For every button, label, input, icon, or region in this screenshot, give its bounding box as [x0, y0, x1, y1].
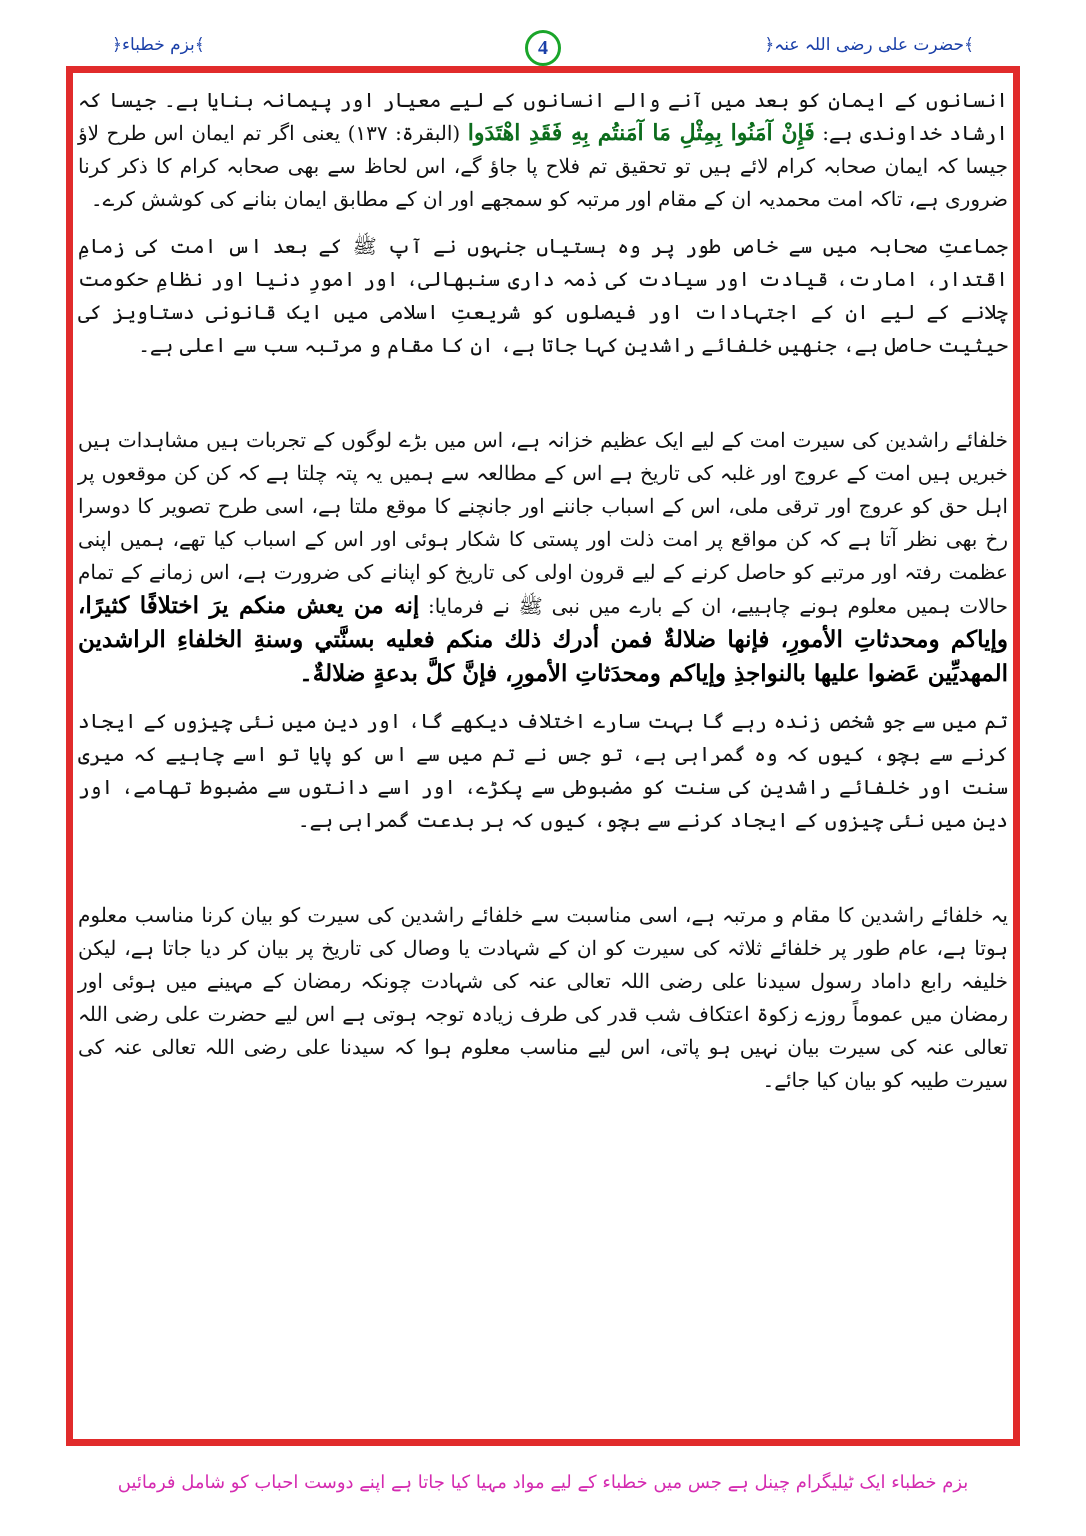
paragraph-3 — [78, 424, 1008, 691]
footer-note: بزم خطباء ایک ٹیلیگرام چینل ہے جس میں خطباء کے لیے مواد مہیا کیا جاتا ہے اپنے دوست احباب کو شامل فرمائیں — [117, 1472, 969, 1493]
hadith-text: إنه من يعش منكم يرَ اختلافًا كثيرًا، وإياكم ومحدثاتِ الأمورِ، فإنها ضلالةٌ فمن أدرك ذلك منكم فعليه بسنَّتي وسنةِ الخلفاءِ الراشدين المهديِّين عَضوا عليها بالنواجذِ وإياكم ومحدَثاتِ الأمورِ، فإنَّ كلَّ بدعةٍ ضلالةٌ۔ — [78, 592, 1008, 687]
page-number: 4 — [525, 30, 561, 66]
article-body — [78, 84, 1008, 1097]
header-title-left: ﴿بزم خطباء﴾ — [112, 35, 205, 55]
paragraph-3-text: خلفائے راشدین کی سیرت امت کے لیے ایک عظیم خزانہ ہے، اس میں بڑے لوگوں کے تجربات ہیں مشاہدات ہیں خبریں ہیں امت کے عروج اور غلبہ کی تاریخ ہے اس کے مطالعہ سے ہمیں یہ پتہ چلتا ہے کہ کن کن موقعوں پر اہل حق کو عروج اور ترقی ملی، اس کے اسباب جاننے اور جانچنے کا موقع ملتا ہے، اسی طرح تصویر کا دوسرا رخ بھی نظر آتا ہے کہ کن مواقع پر امت ذلت اور پستی کا شکار ہوئی اور اس کے اسباب کیا تھے، ہمیں اپنی عظمت رفتہ اور مرتبے کو حاصل کرنے کے لیے قرون اولی کی تاریخ کو اپنانے کی ضرورت ہے، اس زمانے کے تمام حالات ہمیں معلوم ہونے چاہییے، ان کے بارے میں نبی ﷺ نے فرمایا: — [78, 428, 1009, 618]
quran-verse: فَإِنْ آمَنُوا بِمِثْلِ مَا آمَنتُم بِهِ فَقَدِ اهْتَدَوا — [467, 120, 815, 146]
paragraph-4: تم میں سے جو شخص زندہ رہے گا بہت سارے اختلاف دیکھے گا، اور دین میں نئی چیزوں کے ایجاد کرنے سے بچو، کیوں کہ وہ گمراہی ہے، تو جس نے تم میں سے اس کو پایا تو اسے چاہیے کہ میری سنت اور خلفائے راشدین کی سنت کو مضبوطی سے پکڑے، اور اسے دانتوں سے مضبوط تھامے، اور دین میں نئی چیزوں کے ایجاد کرنے سے بچو، کیوں کہ ہر بدعت گمراہی ہے۔ — [78, 709, 1008, 832]
paragraph-1-rest: (البقرۃ: ۱۳۷) یعنی اگر تم ایمان اس طرح لاؤ جیسا کہ ایمان صحابہ کرام لائے ہیں تو تحقیق تم فلاح پا جاؤ گے، اس لحاظ سے بھی صحابہ کرام کا ذکر کرنا ضروری ہے، تاکہ امت محمدیہ ان کے مقام اور مرتبہ کو سمجھے اور ان کے مطابق ایمان بنانے کی کوشش کرے۔ — [78, 121, 1008, 211]
paragraph-1 — [78, 84, 1008, 216]
paragraph-1-intro: انسانوں کے ایمان کو بعد میں آنے والے انسانوں کے لیے معیار اور پیمانہ بنایا ہے۔ جیسا کہ ارشاد خداوندی ہے: — [78, 88, 1008, 145]
paragraph-5: یہ خلفائے راشدین کا مقام و مرتبہ ہے، اسی مناسبت سے خلفائے راشدین کی سیرت کو بیان کرنا مناسب معلوم ہوتا ہے، عام طور پر خلفائے ثلاثہ کی سیرت کو ان کے شہادت یا وصال کی تاریخ پر بیان کر دیا جاتا ہے، لیکن خلیفہ رابع داماد رسول سیدنا علی رضی اللہ تعالی عنہ کی شہادت چونکہ رمضان کے مہینے میں ہوئی اور رمضان میں عموماً روزے زکوۃ اعتکاف شب قدر کی طرف زیادہ توجہ ہوتی ہے اس لیے حضرت علی رضی اللہ تعالی عنہ کی سیرت بیان نہیں ہو پاتی، اس لیے مناسب معلوم ہوا کہ سیدنا علی رضی اللہ تعالی عنہ کی سیرت طیبہ کو بیان کیا جائے۔ — [78, 903, 1008, 1092]
page-header — [60, 30, 1026, 66]
header-title-right: ﴿حضرت علی رضی اللہ عنہ﴾ — [764, 35, 974, 55]
paragraph-2: جماعتِ صحابہ میں سے خاص طور پر وہ ہستیاں جنہوں نے آپ ﷺ کے بعد اس امت کی زمامِ اقتدار، امارت، قیادت اور سیادت کی ذمہ داری سنبھالی، اور امورِ دنیا اور نظامِ حکومت چلانے کے لیے ان کے اجتہادات اور فیصلوں کو شریعتِ اسلامی میں ایک قانونی دستاویز کی حیثیت حاصل ہے، جنھیں خلفائے راشدین کہا جاتا ہے، ان کا مقام و مرتبہ سب سے اعلی ہے۔ — [78, 234, 1009, 357]
